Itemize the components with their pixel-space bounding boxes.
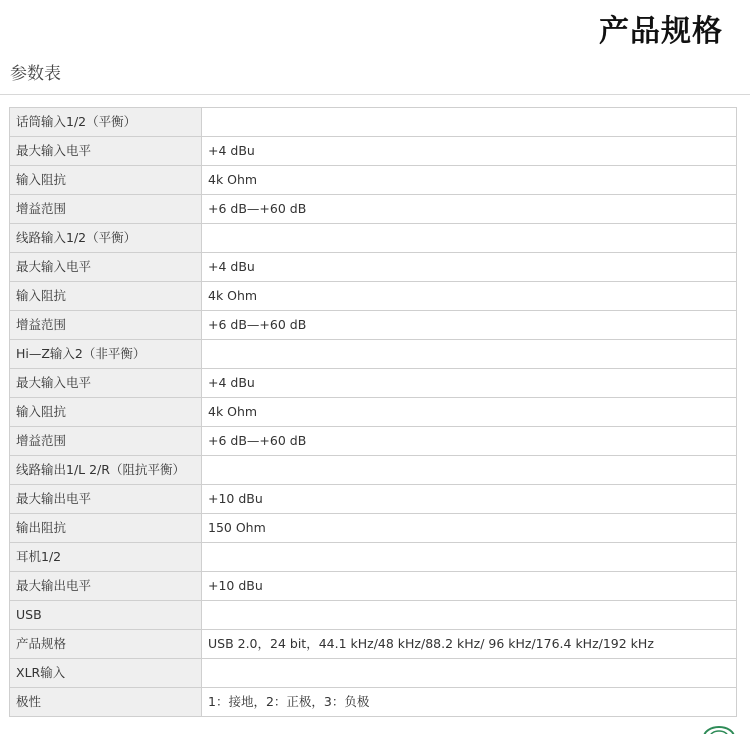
table-row (10, 137, 737, 166)
row-value: 1：接地，2：正极，3：负极 (202, 688, 737, 717)
row-label: 增益范围 (10, 427, 202, 456)
row-label: 输入阻抗 (10, 282, 202, 311)
row-label: 最大输出电平 (10, 485, 202, 514)
table-row (10, 688, 737, 717)
row-label: 极性 (10, 688, 202, 717)
table-row (10, 659, 737, 688)
row-value: +4 dBu (202, 369, 737, 398)
table-row (10, 572, 737, 601)
page-title: 产品规格 (599, 14, 723, 49)
row-value (202, 224, 737, 253)
row-label: 输出阻抗 (10, 514, 202, 543)
row-value: 150 Ohm (202, 514, 737, 543)
row-value: +6 dB—+60 dB (202, 195, 737, 224)
row-label: 输入阻抗 (10, 398, 202, 427)
table-row (10, 108, 737, 137)
row-label: 增益范围 (10, 195, 202, 224)
row-label: 最大输入电平 (10, 369, 202, 398)
row-label: USB (10, 601, 202, 630)
row-label: 产品规格 (10, 630, 202, 659)
table-row (10, 311, 737, 340)
row-label: 输入阻抗 (10, 166, 202, 195)
row-value: +4 dBu (202, 253, 737, 282)
row-label: 增益范围 (10, 311, 202, 340)
section-divider (0, 94, 750, 95)
table-row (10, 456, 737, 485)
row-label: 话筒输入1/2（平衡） (10, 108, 202, 137)
table-row (10, 224, 737, 253)
table-row (10, 485, 737, 514)
row-value: 4k Ohm (202, 166, 737, 195)
table-row (10, 398, 737, 427)
row-value: 4k Ohm (202, 398, 737, 427)
table-row (10, 514, 737, 543)
row-value (202, 543, 737, 572)
row-value (202, 340, 737, 369)
table-row (10, 543, 737, 572)
table-row (10, 601, 737, 630)
row-value (202, 456, 737, 485)
row-label: 最大输入电平 (10, 137, 202, 166)
table-row (10, 630, 737, 659)
row-label: Hi—Z输入2（非平衡） (10, 340, 202, 369)
row-value (202, 659, 737, 688)
row-label: 最大输出电平 (10, 572, 202, 601)
table-row (10, 253, 737, 282)
row-label: 线路输出1/L 2/R（阻抗平衡） (10, 456, 202, 485)
row-value (202, 601, 737, 630)
table-row (10, 427, 737, 456)
row-value: +4 dBu (202, 137, 737, 166)
spec-table (9, 107, 737, 717)
table-row (10, 369, 737, 398)
row-value: +10 dBu (202, 485, 737, 514)
row-value (202, 108, 737, 137)
table-row (10, 166, 737, 195)
row-label: 耳机1/2 (10, 543, 202, 572)
row-value: 4k Ohm (202, 282, 737, 311)
table-row (10, 340, 737, 369)
row-label: 最大输入电平 (10, 253, 202, 282)
row-label: XLR输入 (10, 659, 202, 688)
row-label: 线路输入1/2（平衡） (10, 224, 202, 253)
row-value: +6 dB—+60 dB (202, 311, 737, 340)
table-row (10, 195, 737, 224)
row-value: +10 dBu (202, 572, 737, 601)
section-heading: 参数表 (10, 64, 61, 84)
row-value: +6 dB—+60 dB (202, 427, 737, 456)
logo-badge-icon (702, 724, 736, 734)
table-row (10, 282, 737, 311)
row-value: USB 2.0，24 bit，44.1 kHz/48 kHz/88.2 kHz/ 96 kHz/176.4 kHz/192 kHz (202, 630, 737, 659)
